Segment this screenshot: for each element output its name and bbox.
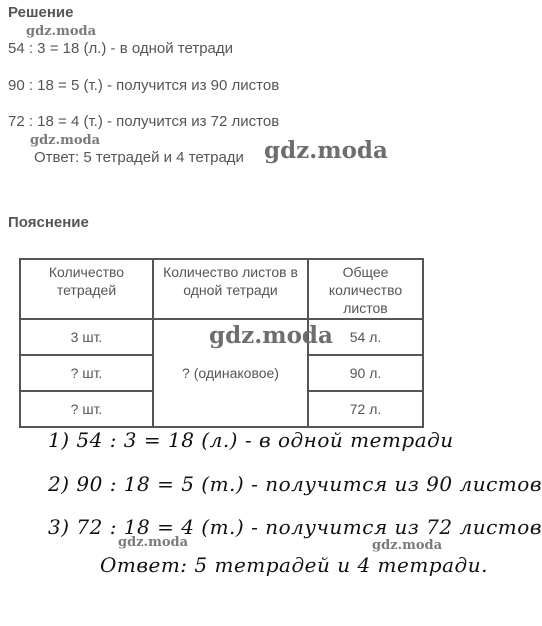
table-cell: 3 шт.: [20, 319, 153, 355]
table-cell: ? шт.: [20, 391, 153, 427]
table-cell: 90 л.: [308, 355, 423, 391]
watermark-label: gdz.moda: [30, 133, 101, 148]
table-cell: 54 л.: [308, 319, 423, 355]
table-header-cell: Общее количество листов: [308, 259, 423, 319]
table-cell: ? (одинаковое): [153, 319, 308, 427]
table-cell: 72 л.: [308, 391, 423, 427]
table-header-row: [20, 259, 423, 319]
table-header-cell: Количество листов в одной тетради: [153, 259, 308, 319]
handwritten-line-3: 3) 72 : 18 = 4 (т.) - получится из 72 листов: [48, 515, 542, 539]
watermark-label: gdz.moda: [26, 24, 97, 39]
table-cell: ? шт.: [20, 355, 153, 391]
solution-line-2: 90 : 18 = 5 (т.) - получится из 90 листов: [8, 77, 280, 94]
explanation-heading: Пояснение: [8, 214, 89, 231]
solution-line-1: 54 : 3 = 18 (л.) - в одной тетради: [8, 40, 234, 57]
watermark-label: gdz.moda: [209, 322, 333, 349]
solution-heading: Решение: [8, 4, 74, 21]
handwritten-answer: Ответ: 5 тетрадей и 4 тетради.: [100, 553, 488, 577]
solution-line-3: 72 : 18 = 4 (т.) - получится из 72 листов: [8, 113, 280, 130]
table-header-cell: Количество тетрадей: [20, 259, 153, 319]
handwritten-line-1: 1) 54 : 3 = 18 (л.) - в одной тетради: [48, 428, 454, 452]
watermark-label: gdz.moda: [118, 535, 189, 550]
watermark-label: gdz.moda: [372, 538, 443, 553]
watermark-label: gdz.moda: [264, 137, 388, 164]
solution-answer: Ответ: 5 тетрадей и 4 тетради: [34, 149, 244, 166]
handwritten-line-2: 2) 90 : 18 = 5 (т.) - получится из 90 листов: [48, 472, 542, 496]
